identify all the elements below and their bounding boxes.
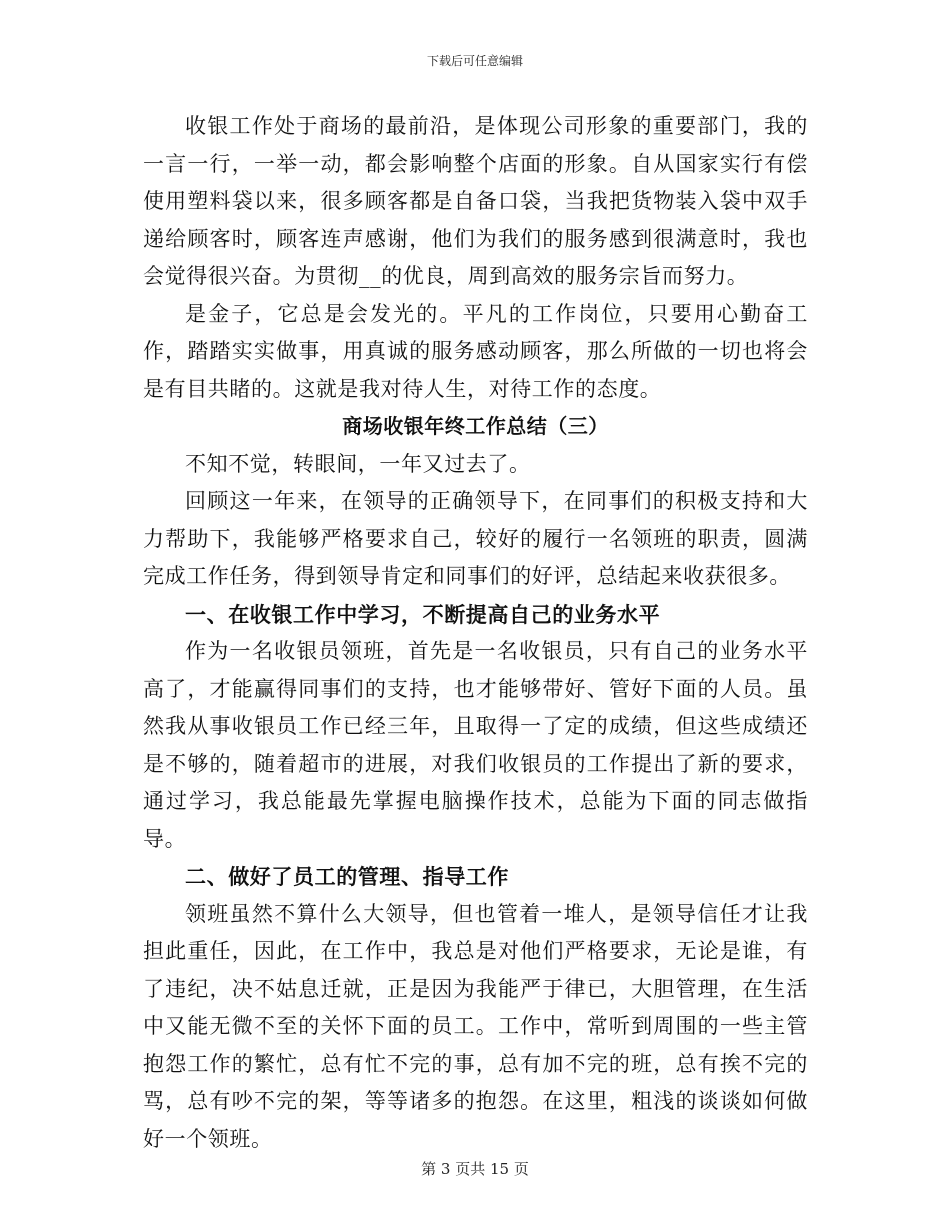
page-header-note: 下载后可任意编辑	[426, 54, 523, 68]
document-body	[143, 108, 808, 1158]
heading-study-improve: 一、在收银工作中学习，不断提高自己的业务水平	[185, 601, 661, 627]
paragraph-cashier-front-line: 收银工作处于商场的最前沿，是体现公司形象的重要部门，我的一言一行，一举一动，都会影响整个店面的形象。自从国家实行有偿使用塑料袋以来，很多顾客都是自备口袋，当我把货物装入袋中双手递给顾客时，顾客连声感谢，他们为我们的服务感到很满意时，我也会觉得很兴奋。为贯彻__的优良，周到高效的服务宗旨而努力。	[143, 114, 808, 288]
page-number-footer: 第 3 页共 15 页	[421, 1160, 529, 1178]
heading-staff-management: 二、做好了员工的管理、指导工作	[185, 864, 509, 889]
paragraph-gold-shines: 是金子，它总是会发光的。平凡的工作岗位，只要用心勤奋工作，踏踏实实做事，用真诚的服务感动顾客，那么所做的一切也将会是有目共睹的。这就是我对待人生，对待工作的态度。	[143, 301, 808, 401]
paragraph-team-leader-skills: 作为一名收银员领班，首先是一名收银员，只有自己的业务水平高了，才能赢得同事们的支持，也才能够带好、管好下面的人员。虽然我从事收银员工作已经三年，且取得一了定的成绩，但这些成绩还是不够的，随着超市的进展，对我们收银员的工作提出了新的要求，通过学习，我总能最先掌握电脑操作技术，总能为下面的同志做指导。	[143, 639, 808, 851]
paragraph-review-year: 回顾这一年来，在领导的正确领导下，在同事们的积极支持和大力帮助下，我能够严格要求自己，较好的履行一名领班的职责，圆满完成工作任务，得到领导肯定和同事们的好评，总结起来收获很多。	[143, 489, 808, 588]
paragraph-year-passed: 不知不觉，转眼间，一年又过去了。	[185, 451, 531, 476]
section-title: 商场收银年终工作总结（三）	[342, 414, 609, 438]
paragraph-leader-duties: 领班虽然不算什么大领导，但也管着一堆人，是领导信任才让我担此重任，因此，在工作中，我总是对他们严格要求，无论是谁，有了违纪，决不姑息迁就，正是因为我能严于律已，大胆管理，在生活中又能无微不至的关怀下面的员工。工作中，常听到周围的一些主管抱怨工作的繁忙，总有忙不完的事，总有加不完的班，总有挨不完的骂，总有吵不完的架，等等诸多的抱怨。在这里，粗浅的谈谈如何做好一个领班。	[143, 901, 808, 1151]
